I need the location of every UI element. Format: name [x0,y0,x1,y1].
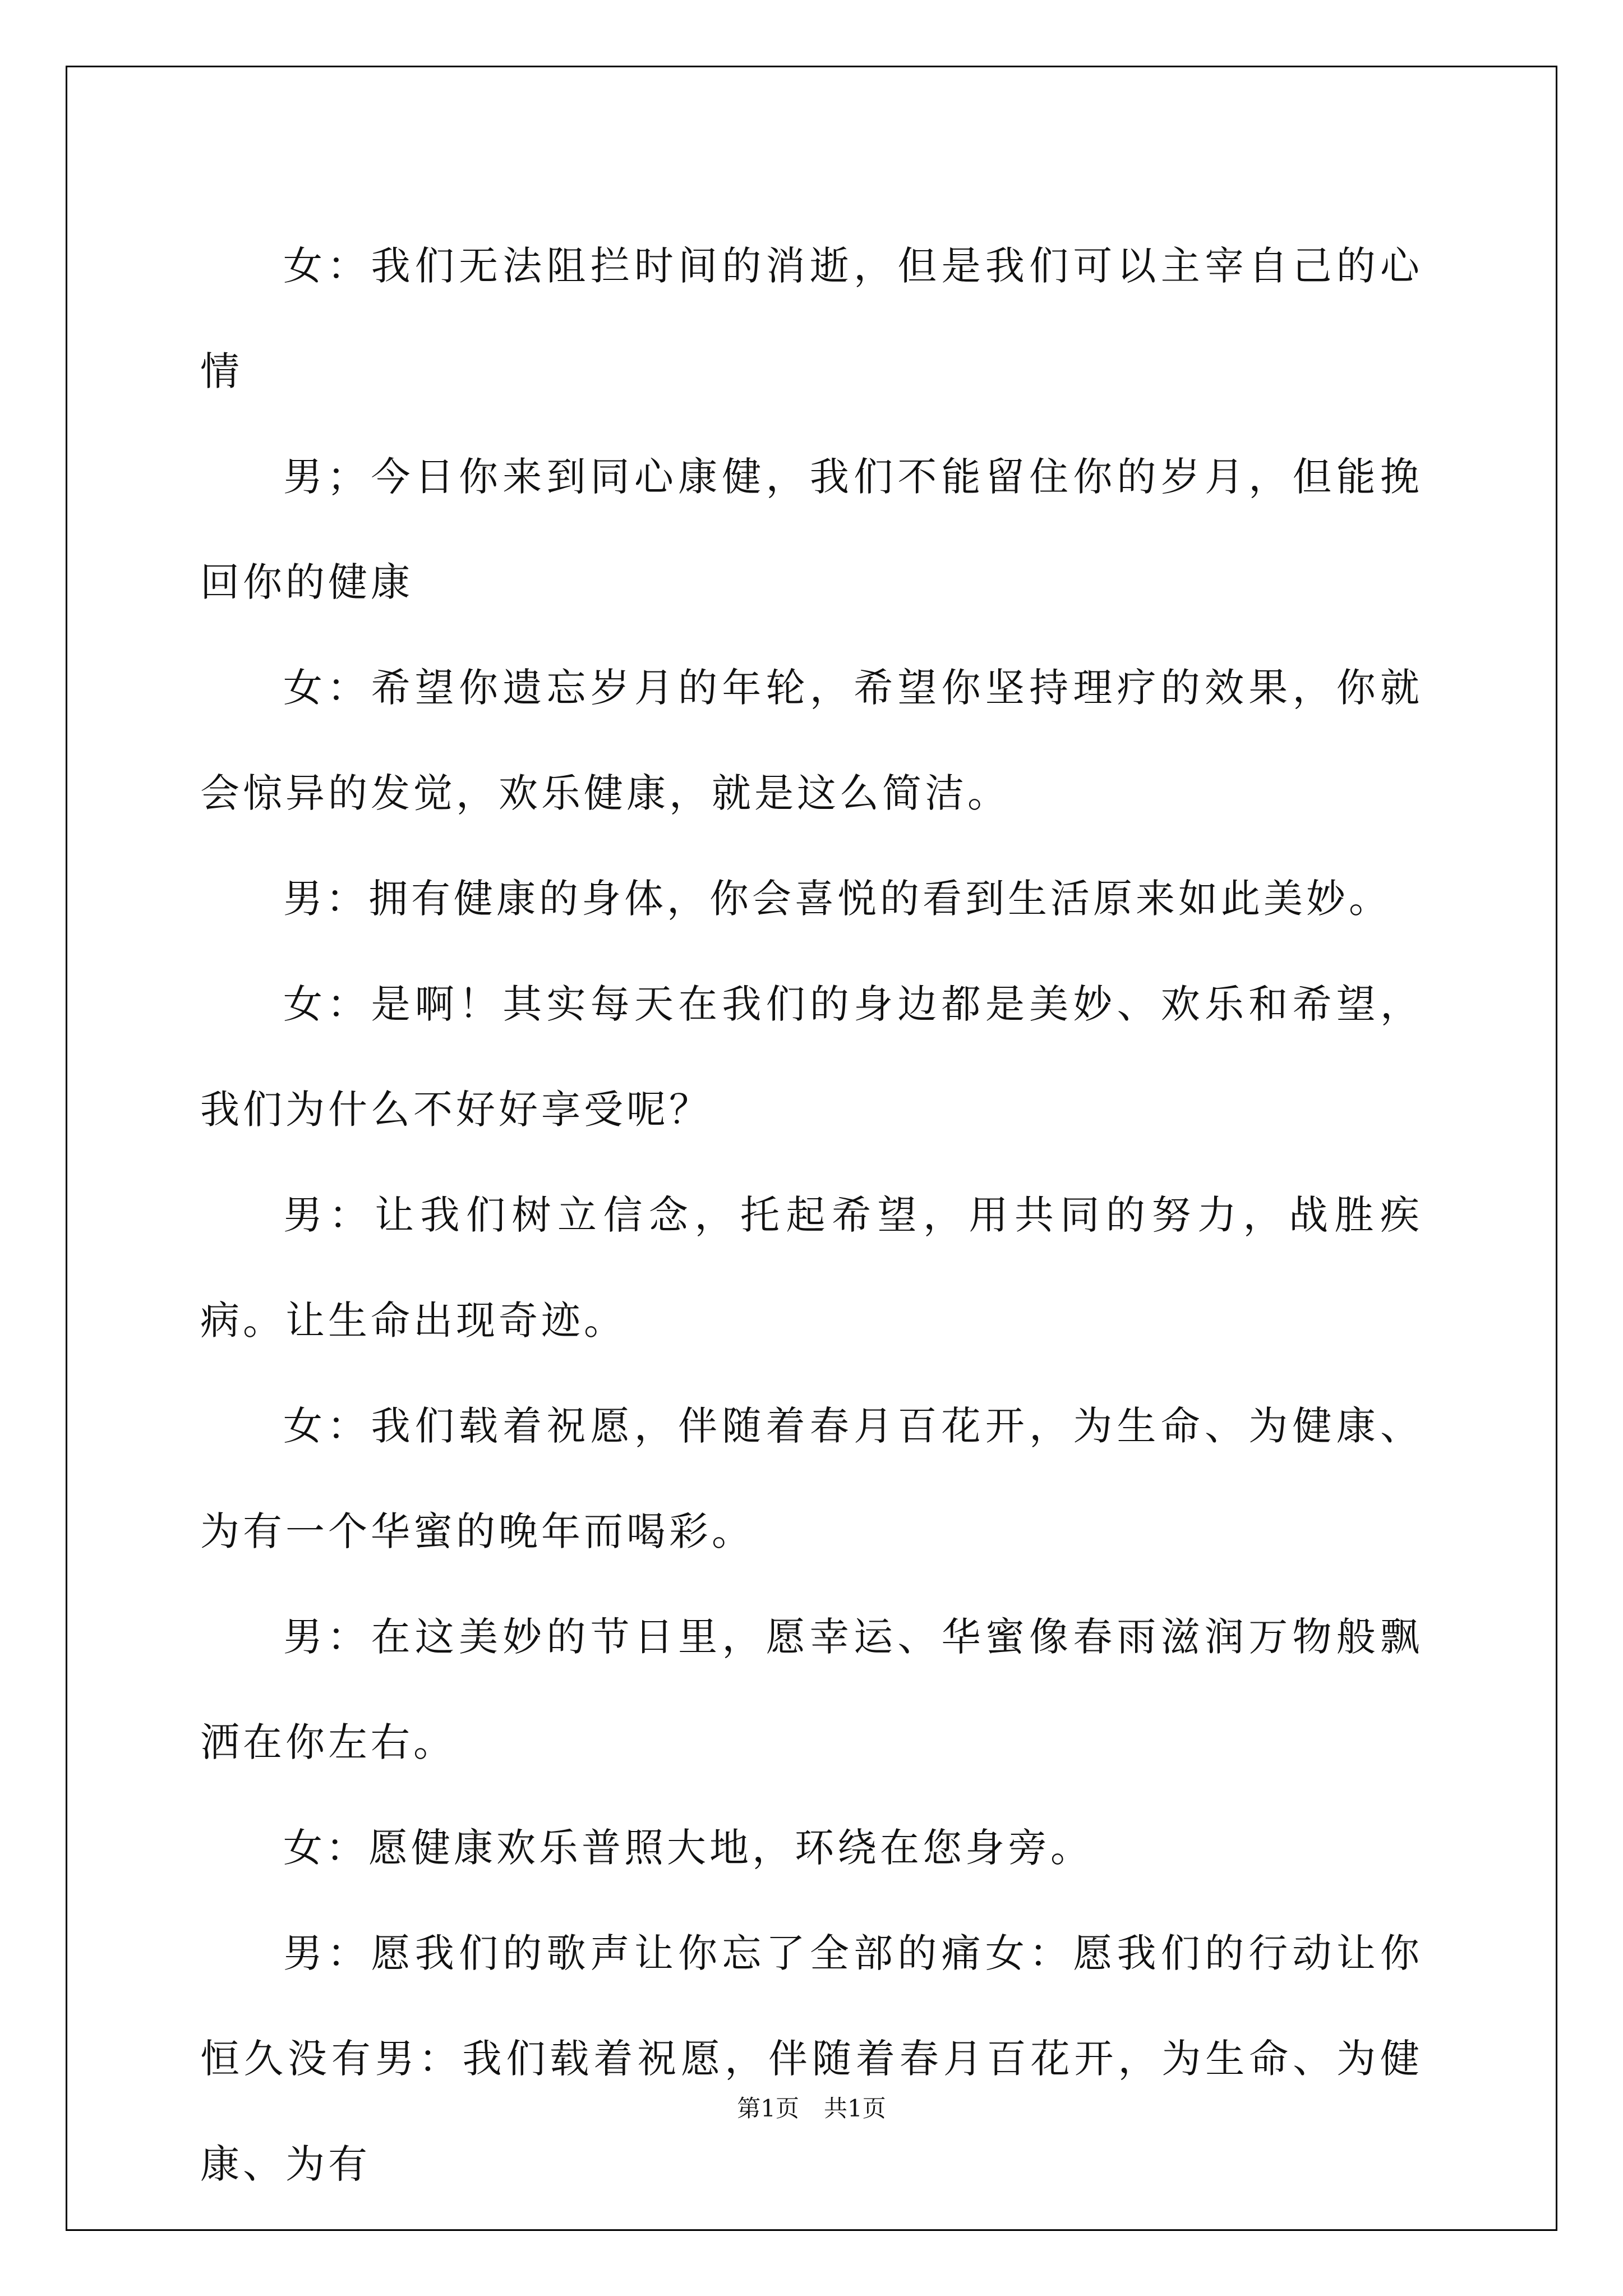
paragraph-1: 女：我们无法阻拦时间的消逝，但是我们可以主宰自己的心情 [200,243,1423,394]
paragraph-5: 女：是啊！其实每天在我们的身边都是美妙、欢乐和希望，我们为什么不好好享受呢？ [200,981,1423,1133]
page-footer [0,2090,1623,2124]
page-number: 第1页 [737,2095,799,2122]
paragraph-4: 男：拥有健康的身体，你会喜悦的看到生活原来如此美妙。 [283,876,1391,922]
paragraph-9: 女：愿健康欢乐普照大地，环绕在您身旁。 [283,1825,1093,1871]
paragraph-10: 男：愿我们的歌声让你忘了全部的痛女：愿我们的行动让你恒久没有男：我们载着祝愿，伴随着春月百花开，为生命、为健康、为有 [200,1930,1423,2187]
paragraph-3: 女：希望你遗忘岁月的年轮，希望你坚持理疗的效果，你就会惊异的发觉，欢乐健康，就是这么简洁。 [200,665,1423,816]
paragraph-8: 男：在这美妙的节日里，愿幸运、华蜜像春雨滋润万物般飘洒在你左右。 [200,1614,1423,1765]
paragraph-2: 男；今日你来到同心康健，我们不能留住你的岁月，但能挽回你的健康 [200,454,1423,605]
page-total: 共1页 [824,2095,886,2122]
paragraph-7: 女：我们载着祝愿，伴随着春月百花开，为生命、为健康、为有一个华蜜的晚年而喝彩。 [200,1403,1423,1554]
document-body [200,213,1423,2217]
paragraph-6: 男：让我们树立信念，托起希望，用共同的努力，战胜疾病。让生命出现奇迹。 [200,1192,1423,1343]
